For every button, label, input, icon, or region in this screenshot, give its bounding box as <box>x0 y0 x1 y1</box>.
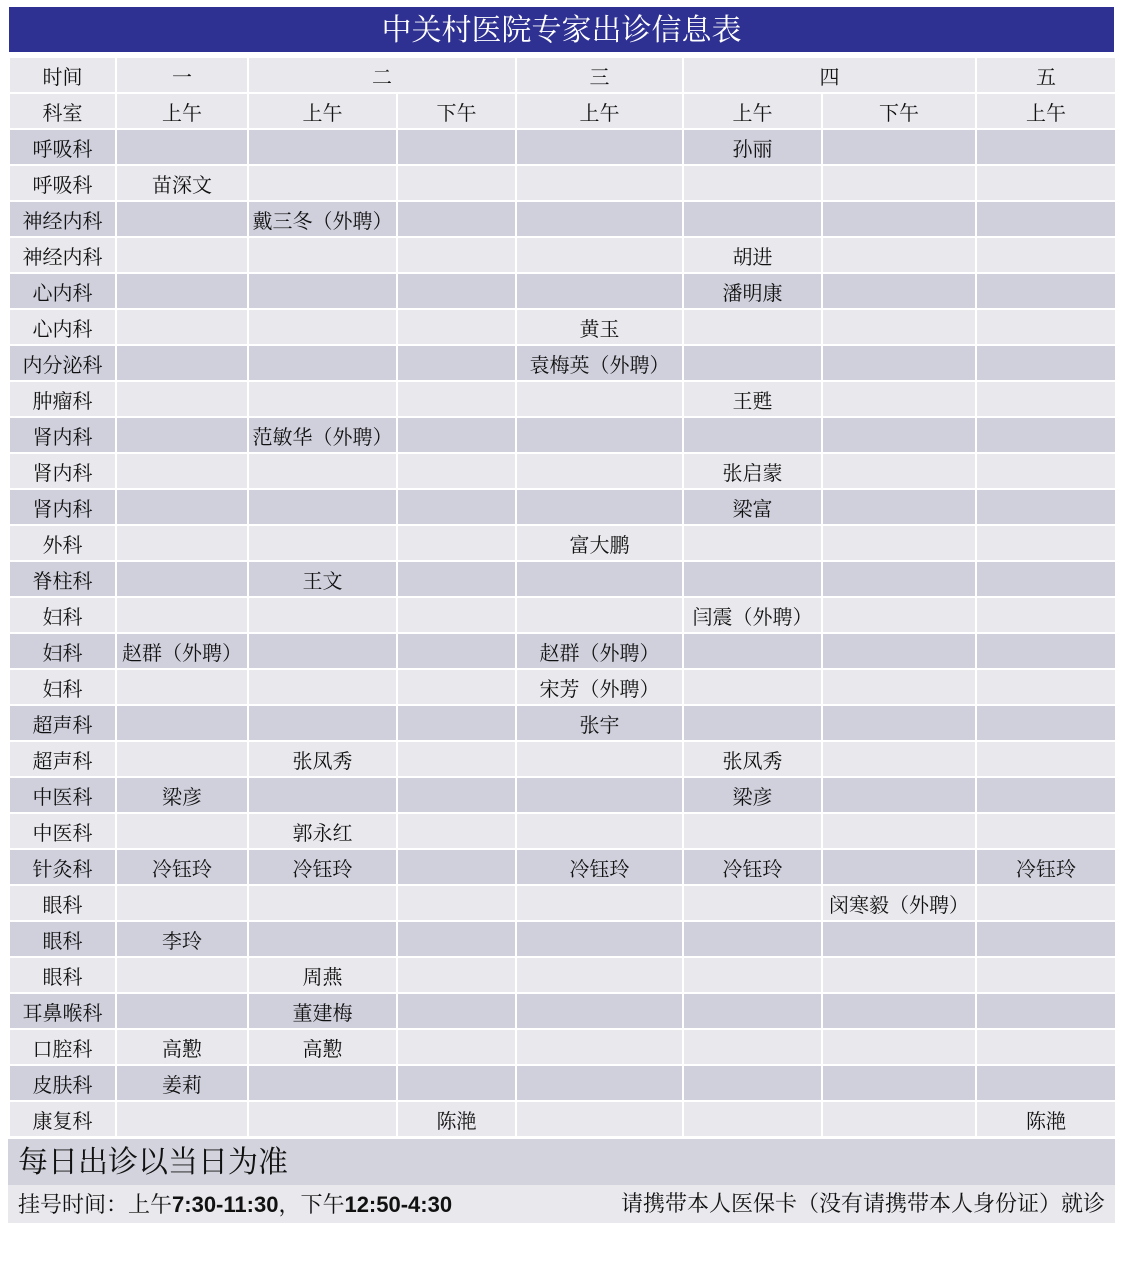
doctor-cell <box>397 273 516 309</box>
doctor-cell <box>397 885 516 921</box>
doctor-cell <box>976 237 1116 273</box>
doctor-cell: 董建梅 <box>248 993 397 1029</box>
doctor-cell <box>976 1029 1116 1065</box>
doctor-cell <box>822 129 976 165</box>
doctor-cell: 高懃 <box>116 1029 248 1065</box>
doctor-cell <box>116 201 248 237</box>
doctor-cell <box>116 381 248 417</box>
doctor-cell <box>976 669 1116 705</box>
doctor-cell <box>516 561 683 597</box>
doctor-cell <box>397 309 516 345</box>
dept-cell: 妇科 <box>9 669 116 705</box>
doctor-cell <box>116 669 248 705</box>
doctor-cell <box>397 237 516 273</box>
doctor-cell: 冷钰玲 <box>976 849 1116 885</box>
doctor-cell <box>822 165 976 201</box>
doctor-cell <box>116 741 248 777</box>
doctor-cell <box>976 777 1116 813</box>
doctor-cell <box>822 777 976 813</box>
doctor-cell <box>248 165 397 201</box>
doctor-cell <box>822 921 976 957</box>
schedule-row <box>9 849 1116 885</box>
doctor-cell <box>976 921 1116 957</box>
doctor-cell <box>976 885 1116 921</box>
doctor-cell: 潘明康 <box>683 273 822 309</box>
doctor-cell <box>516 129 683 165</box>
doctor-cell <box>397 381 516 417</box>
schedule-row <box>9 237 1116 273</box>
doctor-cell <box>683 1065 822 1101</box>
doctor-cell <box>248 705 397 741</box>
doctor-cell <box>397 849 516 885</box>
schedule-row <box>9 417 1116 453</box>
doctor-cell <box>976 633 1116 669</box>
doctor-cell <box>516 417 683 453</box>
doctor-cell <box>397 417 516 453</box>
doctor-cell <box>397 129 516 165</box>
doctor-cell: 王甦 <box>683 381 822 417</box>
day-header: 一 <box>116 57 248 93</box>
doctor-cell <box>248 309 397 345</box>
id-reminder: 请携带本人医保卡（没有请携带本人身份证）就诊 <box>620 1192 1105 1217</box>
doctor-cell <box>516 1065 683 1101</box>
doctor-cell <box>397 705 516 741</box>
doctor-cell <box>116 1101 248 1137</box>
doctor-cell <box>976 741 1116 777</box>
schedule-sheet <box>8 6 1115 1223</box>
doctor-cell <box>822 561 976 597</box>
session-header: 下午 <box>822 93 976 129</box>
doctor-cell <box>116 993 248 1029</box>
dept-cell: 妇科 <box>9 597 116 633</box>
doctor-cell <box>116 957 248 993</box>
schedule-row <box>9 705 1116 741</box>
doctor-cell <box>516 957 683 993</box>
doctor-cell <box>822 741 976 777</box>
doctor-cell <box>516 741 683 777</box>
doctor-cell <box>976 561 1116 597</box>
schedule-row <box>9 1065 1116 1101</box>
doctor-cell <box>822 201 976 237</box>
schedule-row <box>9 489 1116 525</box>
doctor-cell <box>976 957 1116 993</box>
doctor-cell <box>116 489 248 525</box>
doctor-cell <box>116 885 248 921</box>
dept-cell: 神经内科 <box>9 201 116 237</box>
page-title: 中关村医院专家出诊信息表 <box>8 6 1115 53</box>
doctor-cell <box>397 1065 516 1101</box>
schedule-row <box>9 165 1116 201</box>
doctor-cell <box>822 345 976 381</box>
doctor-cell <box>683 993 822 1029</box>
session-header: 上午 <box>516 93 683 129</box>
doctor-cell <box>683 669 822 705</box>
reg-am-time: 7:30-11:30 <box>172 1192 279 1217</box>
dept-cell: 脊柱科 <box>9 561 116 597</box>
doctor-cell <box>516 237 683 273</box>
day-header: 四 <box>683 57 976 93</box>
doctor-cell <box>683 705 822 741</box>
schedule-row <box>9 525 1116 561</box>
doctor-cell: 黄玉 <box>516 309 683 345</box>
doctor-cell <box>822 705 976 741</box>
session-header: 下午 <box>397 93 516 129</box>
doctor-cell <box>248 273 397 309</box>
doctor-cell <box>822 453 976 489</box>
doctor-cell <box>976 705 1116 741</box>
doctor-cell <box>248 1065 397 1101</box>
doctor-cell: 孙丽 <box>683 129 822 165</box>
doctor-cell <box>683 561 822 597</box>
day-header: 五 <box>976 57 1116 93</box>
doctor-cell <box>683 957 822 993</box>
doctor-cell <box>822 669 976 705</box>
doctor-cell <box>116 453 248 489</box>
schedule-row <box>9 633 1116 669</box>
schedule-row <box>9 993 1116 1029</box>
doctor-cell <box>822 237 976 273</box>
dept-cell: 呼吸科 <box>9 165 116 201</box>
day-header-row <box>9 57 1116 93</box>
doctor-cell: 高懃 <box>248 1029 397 1065</box>
schedule-row <box>9 741 1116 777</box>
doctor-cell <box>248 597 397 633</box>
doctor-cell <box>516 201 683 237</box>
doctor-cell <box>822 309 976 345</box>
doctor-cell <box>976 525 1116 561</box>
reg-mid: ，下午 <box>278 1193 345 1218</box>
dept-cell: 眼科 <box>9 957 116 993</box>
doctor-cell <box>516 813 683 849</box>
doctor-cell <box>683 201 822 237</box>
doctor-cell <box>822 957 976 993</box>
doctor-cell <box>248 633 397 669</box>
session-header-row <box>9 93 1116 129</box>
doctor-cell: 范敏华（外聘） <box>248 417 397 453</box>
dept-cell: 康复科 <box>9 1101 116 1137</box>
doctor-cell <box>116 705 248 741</box>
registration-hours <box>18 1185 452 1223</box>
doctor-cell: 陈滟 <box>976 1101 1116 1137</box>
doctor-cell: 宋芳（外聘） <box>516 669 683 705</box>
dept-cell: 中医科 <box>9 777 116 813</box>
doctor-cell <box>976 489 1116 525</box>
dept-cell: 耳鼻喉科 <box>9 993 116 1029</box>
doctor-cell <box>683 525 822 561</box>
doctor-cell: 陈滟 <box>397 1101 516 1137</box>
doctor-cell <box>248 1101 397 1137</box>
doctor-cell <box>822 417 976 453</box>
doctor-cell <box>397 165 516 201</box>
reg-prefix: 挂号时间：上午 <box>18 1193 173 1218</box>
doctor-cell <box>248 885 397 921</box>
doctor-cell <box>683 885 822 921</box>
doctor-cell <box>976 1065 1116 1101</box>
doctor-cell <box>976 381 1116 417</box>
doctor-cell <box>248 921 397 957</box>
doctor-cell <box>248 669 397 705</box>
doctor-cell <box>397 993 516 1029</box>
schedule-row <box>9 453 1116 489</box>
doctor-cell <box>516 273 683 309</box>
doctor-cell <box>516 885 683 921</box>
dept-cell: 眼科 <box>9 885 116 921</box>
doctor-cell <box>116 417 248 453</box>
doctor-cell <box>248 489 397 525</box>
doctor-cell: 袁梅英（外聘） <box>516 345 683 381</box>
doctor-cell <box>976 201 1116 237</box>
doctor-cell <box>683 633 822 669</box>
dept-cell: 肾内科 <box>9 489 116 525</box>
doctor-cell: 富大鹏 <box>516 525 683 561</box>
doctor-cell <box>397 597 516 633</box>
doctor-cell <box>822 1065 976 1101</box>
doctor-cell <box>976 453 1116 489</box>
schedule-row <box>9 345 1116 381</box>
doctor-cell <box>822 525 976 561</box>
doctor-cell: 张宇 <box>516 705 683 741</box>
doctor-cell: 张凤秀 <box>248 741 397 777</box>
doctor-cell <box>976 993 1116 1029</box>
session-header: 上午 <box>683 93 822 129</box>
doctor-cell <box>248 777 397 813</box>
doctor-cell <box>116 597 248 633</box>
doctor-cell <box>822 1101 976 1137</box>
registration-info <box>8 1185 1115 1223</box>
doctor-cell <box>822 993 976 1029</box>
dept-cell: 肿瘤科 <box>9 381 116 417</box>
doctor-cell <box>248 237 397 273</box>
session-header: 上午 <box>976 93 1116 129</box>
doctor-cell: 梁彦 <box>683 777 822 813</box>
doctor-cell <box>116 561 248 597</box>
dept-cell: 皮肤科 <box>9 1065 116 1101</box>
dept-cell: 妇科 <box>9 633 116 669</box>
doctor-cell <box>822 273 976 309</box>
doctor-cell <box>397 669 516 705</box>
doctor-cell <box>116 237 248 273</box>
doctor-cell <box>822 813 976 849</box>
schedule-row <box>9 381 1116 417</box>
doctor-cell: 冷钰玲 <box>516 849 683 885</box>
doctor-cell <box>116 129 248 165</box>
doctor-cell <box>248 345 397 381</box>
doctor-cell <box>822 489 976 525</box>
doctor-cell <box>683 345 822 381</box>
doctor-cell: 苗深文 <box>116 165 248 201</box>
doctor-cell <box>516 777 683 813</box>
schedule-row <box>9 777 1116 813</box>
schedule-row <box>9 1029 1116 1065</box>
doctor-cell: 梁彦 <box>116 777 248 813</box>
doctor-cell <box>116 309 248 345</box>
doctor-cell <box>516 1101 683 1137</box>
schedule-row <box>9 561 1116 597</box>
doctor-cell <box>822 633 976 669</box>
dept-cell: 神经内科 <box>9 237 116 273</box>
time-label: 时间 <box>9 57 116 93</box>
doctor-cell <box>516 165 683 201</box>
doctor-cell: 姜莉 <box>116 1065 248 1101</box>
schedule-row <box>9 201 1116 237</box>
dept-cell: 超声科 <box>9 705 116 741</box>
dept-cell: 中医科 <box>9 813 116 849</box>
doctor-cell <box>516 993 683 1029</box>
schedule-table <box>8 56 1117 1138</box>
schedule-row <box>9 273 1116 309</box>
doctor-cell: 郭永红 <box>248 813 397 849</box>
doctor-cell <box>976 129 1116 165</box>
schedule-row <box>9 669 1116 705</box>
doctor-cell: 戴三冬（外聘） <box>248 201 397 237</box>
doctor-cell: 胡进 <box>683 237 822 273</box>
doctor-cell <box>116 345 248 381</box>
day-header: 二 <box>248 57 516 93</box>
doctor-cell <box>397 345 516 381</box>
doctor-cell <box>976 417 1116 453</box>
schedule-row <box>9 921 1116 957</box>
schedule-row <box>9 957 1116 993</box>
doctor-cell <box>683 417 822 453</box>
doctor-cell: 赵群（外聘） <box>116 633 248 669</box>
doctor-cell: 冷钰玲 <box>683 849 822 885</box>
doctor-cell <box>248 129 397 165</box>
doctor-cell: 赵群（外聘） <box>516 633 683 669</box>
doctor-cell: 闫震（外聘） <box>683 597 822 633</box>
doctor-cell <box>516 489 683 525</box>
doctor-cell <box>822 849 976 885</box>
doctor-cell <box>683 921 822 957</box>
schedule-row <box>9 1101 1116 1137</box>
doctor-cell <box>397 921 516 957</box>
dept-cell: 眼科 <box>9 921 116 957</box>
dept-cell: 针灸科 <box>9 849 116 885</box>
schedule-row <box>9 129 1116 165</box>
doctor-cell <box>397 777 516 813</box>
doctor-cell <box>397 1029 516 1065</box>
schedule-row <box>9 885 1116 921</box>
doctor-cell: 冷钰玲 <box>248 849 397 885</box>
doctor-cell <box>683 1029 822 1065</box>
doctor-cell <box>397 201 516 237</box>
doctor-cell <box>397 561 516 597</box>
doctor-cell <box>397 633 516 669</box>
doctor-cell: 冷钰玲 <box>116 849 248 885</box>
doctor-cell: 张启蒙 <box>683 453 822 489</box>
day-header: 三 <box>516 57 683 93</box>
doctor-cell <box>397 453 516 489</box>
dept-cell: 外科 <box>9 525 116 561</box>
doctor-cell <box>976 345 1116 381</box>
dept-cell: 心内科 <box>9 309 116 345</box>
dept-cell: 肾内科 <box>9 417 116 453</box>
schedule-row <box>9 309 1116 345</box>
dept-cell: 超声科 <box>9 741 116 777</box>
schedule-row <box>9 813 1116 849</box>
doctor-cell <box>248 525 397 561</box>
doctor-cell: 梁富 <box>683 489 822 525</box>
doctor-cell <box>683 1101 822 1137</box>
reg-pm-time: 12:50-4:30 <box>344 1192 453 1217</box>
doctor-cell <box>683 813 822 849</box>
schedule-row <box>9 597 1116 633</box>
doctor-cell <box>516 1029 683 1065</box>
dept-label: 科室 <box>9 93 116 129</box>
doctor-cell: 李玲 <box>116 921 248 957</box>
dept-cell: 内分泌科 <box>9 345 116 381</box>
doctor-cell <box>976 273 1116 309</box>
doctor-cell: 王文 <box>248 561 397 597</box>
doctor-cell <box>822 597 976 633</box>
doctor-cell <box>397 741 516 777</box>
dept-cell: 口腔科 <box>9 1029 116 1065</box>
doctor-cell <box>516 453 683 489</box>
doctor-cell <box>976 165 1116 201</box>
doctor-cell <box>822 1029 976 1065</box>
doctor-cell <box>976 813 1116 849</box>
doctor-cell: 周燕 <box>248 957 397 993</box>
doctor-cell <box>516 597 683 633</box>
doctor-cell <box>248 453 397 489</box>
doctor-cell: 张凤秀 <box>683 741 822 777</box>
doctor-cell <box>397 525 516 561</box>
dept-cell: 肾内科 <box>9 453 116 489</box>
doctor-cell <box>516 921 683 957</box>
doctor-cell <box>683 165 822 201</box>
doctor-cell <box>976 597 1116 633</box>
dept-cell: 心内科 <box>9 273 116 309</box>
doctor-cell <box>397 489 516 525</box>
doctor-cell <box>397 957 516 993</box>
doctor-cell <box>516 381 683 417</box>
doctor-cell <box>683 309 822 345</box>
schedule-note: 每日出诊以当日为准 <box>8 1139 1115 1185</box>
dept-cell: 呼吸科 <box>9 129 116 165</box>
doctor-cell <box>822 381 976 417</box>
doctor-cell: 闵寒毅（外聘） <box>822 885 976 921</box>
doctor-cell <box>116 525 248 561</box>
session-header: 上午 <box>116 93 248 129</box>
doctor-cell <box>976 309 1116 345</box>
doctor-cell <box>116 813 248 849</box>
doctor-cell <box>116 273 248 309</box>
doctor-cell <box>397 813 516 849</box>
doctor-cell <box>248 381 397 417</box>
session-header: 上午 <box>248 93 397 129</box>
